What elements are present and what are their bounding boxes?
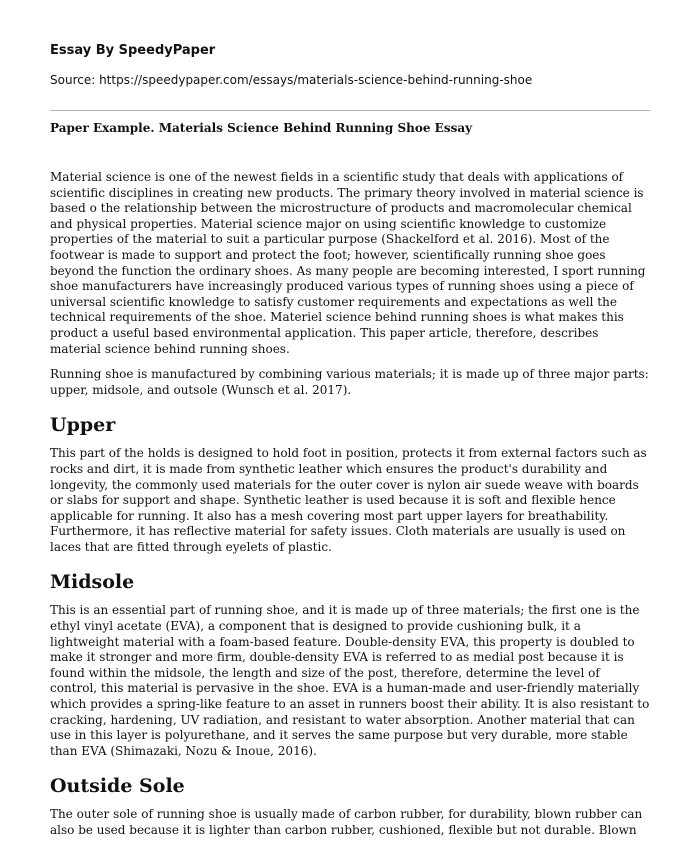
- header-divider: [50, 110, 650, 111]
- essay-body: [50, 170, 650, 849]
- document-header: [50, 42, 660, 89]
- paper-title: Paper Example. Materials Science Behind Running Shoe Essay: [50, 121, 473, 135]
- section-text-upper: This part of the holds is designed to hold foot in position, protects it from external factors such as rocks and dirt, it is made from synthetic leather which ensures the product's durability and longevity, the commonly used materials for the outer cover is nylon air suede weave with boards or slabs for support and shape. Synthetic leather is used because it is soft and flexible hence applicable for running. It also has a mesh covering most part upper layers for breathability. Furthermore, it has reflective material for safety issues. Cloth materials are usually is used on laces that are fitted through eyelets of plastic.: [50, 446, 647, 554]
- section-text-outside-sole: The outer sole of running shoe is usually made of carbon rubber, for durability, blown rubber can also be used because it is lighter than carbon rubber, cushioned, flexible but not durable. Blown: [50, 807, 643, 837]
- source-line: Source: https://speedypaper.com/essays/materials-science-behind-running-shoe: [50, 73, 533, 87]
- section-heading-upper: Upper: [50, 414, 116, 437]
- section-heading-midsole: Midsole: [50, 571, 135, 594]
- intro-paragraph-1: Material science is one of the newest fields in a scientific study that deals with applications of scientific disciplines in creating new products. The primary theory involved in material science is based o the relationship between the microstructure of products and macromolecular chemical and physical properties. Material science major on using scientific knowledge to customize properties of the material to suit a particular purpose (Shackelford et al. 2016). Most of the footwear is made to support and protect the foot; however, scientifically running shoe goes beyond the function the ordinary shoes. As many people are becoming interested, I sport running shoe manufacturers have increasingly produced various types of running shoes using a piece of universal scientific knowledge to satisfy customer requirements and expectations as well the technical requirements of the shoe. Materiel science behind running shoes is what makes this product a useful based environmental application. This paper article, therefore, describes material science behind running shoes.: [50, 170, 646, 356]
- site-title: Essay By SpeedyPaper: [50, 43, 216, 58]
- intro-paragraph-2: Running shoe is manufactured by combining various materials; it is made up of three major parts: upper, midsole, and outsole (Wunsch et al. 2017).: [50, 367, 649, 397]
- section-text-midsole: This is an essential part of running shoe, and it is made up of three materials; the first one is the ethyl vinyl acetate (EVA), a component that is designed to provide cushioning bulk, it a lightweight material with a foam-based feature. Double-density EVA, this property is doubled to make it stronger and more firm, double-density EVA is referred to as medial post because it is found within the midsole, the length and size of the post, therefore, determine the level of control, this material is pervasive in the shoe. EVA is a human-made and user-friendly materially which provides a spring-like feature to an asset in runners boost their ability. It is also resistant to cracking, hardening, UV radiation, and resistant to water absorption. Another material that can use in this layer is polyurethane, and it serves the same purpose but very durable, more stable than EVA (Shimazaki, Nozu & Inoue, 2016).: [50, 603, 650, 758]
- section-heading-outside-sole: Outside Sole: [50, 775, 185, 798]
